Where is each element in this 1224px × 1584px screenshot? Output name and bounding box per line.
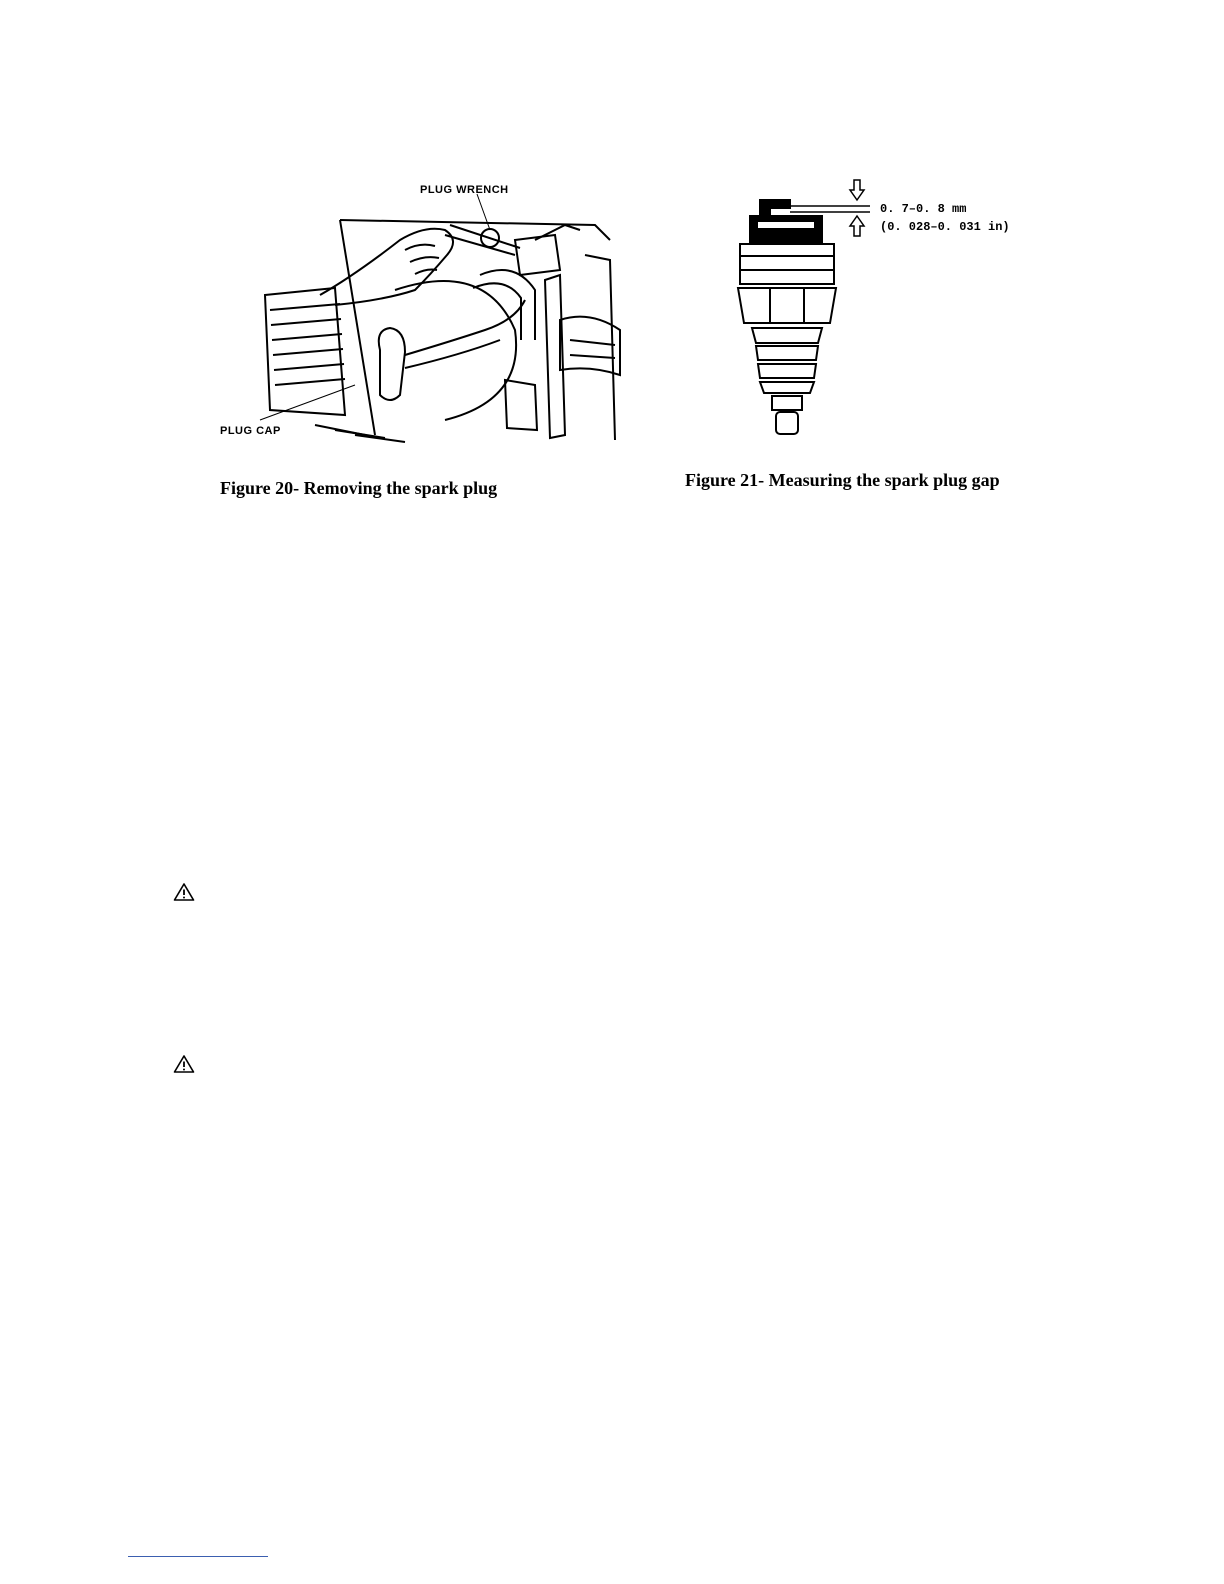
- gap-in-label: (0. 028–0. 031 in): [880, 220, 1010, 234]
- warning-triangle-icon: [173, 1054, 195, 1074]
- spark-plug-removal-drawing: [215, 180, 635, 450]
- footnote-separator: [128, 1556, 268, 1557]
- plug-wrench-label: PLUG WRENCH: [420, 184, 509, 196]
- spark-plug-gap-drawing: [730, 178, 1020, 448]
- gap-mm-label: 0. 7–0. 8 mm: [880, 202, 967, 216]
- warning-triangle-icon: [173, 882, 195, 902]
- figure-20-caption: Figure 20- Removing the spark plug: [220, 478, 498, 498]
- figure-21-caption: Figure 21- Measuring the spark plug gap: [685, 470, 1000, 490]
- figure-21-illustration: [730, 178, 1020, 448]
- figure-20-illustration: [215, 180, 635, 450]
- plug-cap-label: PLUG CAP: [220, 425, 281, 437]
